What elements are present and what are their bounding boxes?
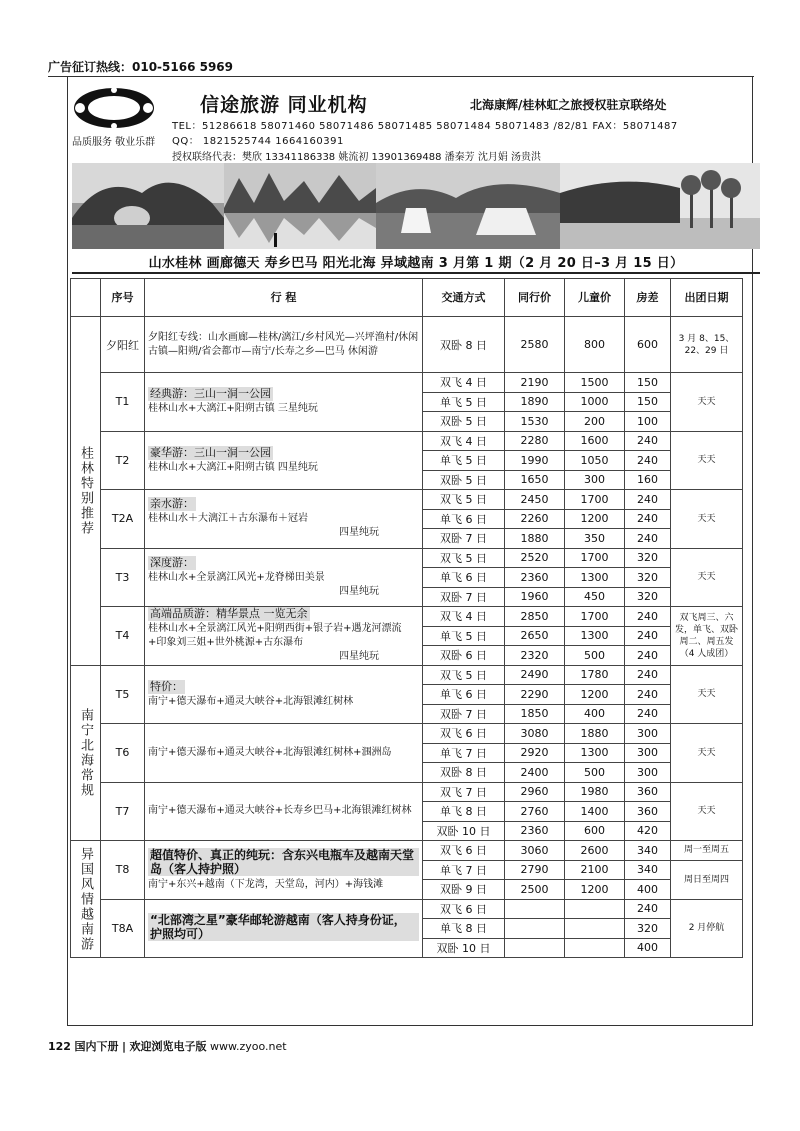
transport: 双飞 4 日	[423, 431, 505, 451]
depart-date: 天天	[671, 373, 743, 432]
footer-separator: |	[121, 1040, 126, 1053]
tour-code: T7	[101, 782, 145, 841]
peer-price: 1530	[505, 412, 565, 432]
depart-date: 2 月停航	[671, 899, 743, 958]
room-diff: 240	[625, 646, 671, 666]
qq-line: QQ： 1821525744 1664160391	[172, 136, 344, 147]
col-child-price: 儿童价	[565, 279, 625, 317]
company-logo	[72, 86, 156, 130]
representatives-line: 授权联络代表：樊欣 13341186338 姚流初 13901369488 潘秦芳 沈月娟 汤贵洪	[172, 152, 542, 163]
transport: 双飞 7 日	[423, 782, 505, 802]
depart-date: 天天	[671, 490, 743, 549]
tour-title: 特价：	[150, 679, 183, 693]
beihai-beach-photo	[560, 163, 760, 249]
tour-title: 超值特价、真正的纯玩：含东兴电瓶车及越南天堂岛（客人持护照）	[148, 848, 419, 876]
tour-code: T1	[101, 373, 145, 432]
tour-grade: 四星纯玩	[339, 527, 379, 539]
depart-date: 天天	[671, 724, 743, 783]
tour-route	[145, 841, 423, 900]
peer-price	[505, 938, 565, 958]
table-row	[71, 431, 743, 451]
room-diff: 320	[625, 568, 671, 588]
room-diff: 150	[625, 373, 671, 393]
page-footer	[48, 1038, 287, 1054]
tour-code: T8A	[101, 899, 145, 958]
peer-price: 1850	[505, 704, 565, 724]
peer-price: 2450	[505, 490, 565, 510]
tour-route	[145, 490, 423, 549]
room-diff: 240	[625, 685, 671, 705]
child-price: 1500	[565, 373, 625, 393]
tour-route-line: 南宁+德天瀑布+通灵大峡谷+北海银滩红树林+涠洲岛	[148, 746, 392, 758]
child-price	[565, 938, 625, 958]
peer-price: 1960	[505, 587, 565, 607]
cat-header	[71, 279, 101, 317]
tour-route	[145, 899, 423, 958]
child-price: 1700	[565, 607, 625, 627]
room-diff: 240	[625, 665, 671, 685]
child-price: 1400	[565, 802, 625, 822]
child-price: 450	[565, 587, 625, 607]
child-price: 1880	[565, 724, 625, 744]
table-row	[71, 899, 743, 919]
peer-price: 2360	[505, 568, 565, 588]
room-diff: 300	[625, 743, 671, 763]
peer-price: 2320	[505, 646, 565, 666]
col-seq: 序号	[101, 279, 145, 317]
peer-price: 2260	[505, 509, 565, 529]
tour-title: 高端品质游：精华景点 一览无余	[150, 607, 308, 621]
transport: 单飞 8 日	[423, 919, 505, 939]
transport: 单飞 5 日	[423, 451, 505, 471]
tour-code: 夕阳红	[101, 317, 145, 373]
category-guilin: 桂林特别推荐	[71, 317, 101, 666]
depart-date: 周一至周五	[671, 841, 743, 861]
footer-section: 国内下册	[74, 1040, 119, 1053]
transport: 单飞 6 日	[423, 568, 505, 588]
child-price: 200	[565, 412, 625, 432]
tour-title: “北部湾之星”豪华邮轮游越南（客人持身份证，护照均可）	[148, 913, 419, 941]
peer-price: 2760	[505, 802, 565, 822]
room-diff: 360	[625, 802, 671, 822]
col-transport: 交通方式	[423, 279, 505, 317]
tel-fax-line: TEL：51286618 58071460 58071486 58071485 58071484 58071483 /82/81 FAX：58071487	[172, 121, 678, 132]
child-price: 1700	[565, 490, 625, 510]
tour-grade: 四星纯玩	[339, 651, 379, 663]
peer-price: 2500	[505, 880, 565, 900]
transport: 双卧 7 日	[423, 704, 505, 724]
transport: 双飞 4 日	[423, 373, 505, 393]
company-name: 信途旅游 同业机构	[200, 94, 368, 116]
page-number: 122	[48, 1040, 71, 1053]
room-diff: 240	[625, 529, 671, 549]
tour-code: T4	[101, 607, 145, 666]
peer-price	[505, 919, 565, 939]
table-row	[71, 665, 743, 685]
peer-price: 2490	[505, 665, 565, 685]
transport: 双卧 10 日	[423, 821, 505, 841]
child-price: 1300	[565, 743, 625, 763]
room-diff: 150	[625, 392, 671, 412]
transport: 双卧 5 日	[423, 470, 505, 490]
room-diff: 240	[625, 899, 671, 919]
peer-price: 1650	[505, 470, 565, 490]
room-diff: 240	[625, 704, 671, 724]
table-row	[71, 841, 743, 861]
liaison-office: 北海康辉/桂林虹之旅授权驻京联络处	[470, 98, 667, 112]
transport: 单飞 7 日	[423, 860, 505, 880]
room-diff: 300	[625, 763, 671, 783]
transport: 双卧 7 日	[423, 587, 505, 607]
room-diff: 240	[625, 607, 671, 627]
transport: 双卧 5 日	[423, 412, 505, 432]
child-price: 400	[565, 704, 625, 724]
room-diff: 240	[625, 626, 671, 646]
peer-price: 2580	[505, 317, 565, 373]
depart-date: 天天	[671, 782, 743, 841]
tour-route	[145, 431, 423, 490]
child-price: 500	[565, 763, 625, 783]
tour-route-line: 南宁+东兴+越南（下龙湾，天堂岛，河内）+海钱滩	[148, 878, 384, 890]
table-row	[71, 317, 743, 373]
transport: 单飞 6 日	[423, 685, 505, 705]
table-header-row	[71, 279, 743, 317]
depart-date: 3 月 8、15、22、29 日	[671, 317, 743, 373]
tour-route-line: 桂林山水+大漓江+阳朔古镇 四星纯玩	[148, 461, 318, 473]
tour-code: T2	[101, 431, 145, 490]
table-row	[71, 607, 743, 627]
tour-route	[145, 782, 423, 841]
detian-waterfall-photo	[376, 163, 560, 249]
tour-price-table	[70, 278, 743, 958]
depart-date: 天天	[671, 548, 743, 607]
depart-date: 天天	[671, 431, 743, 490]
depart-date: 双飞周三、六发，单飞、双卧周二、周五发（4 人成团）	[671, 607, 743, 666]
room-diff: 300	[625, 724, 671, 744]
child-price: 800	[565, 317, 625, 373]
slogan: 品质服务 敬业乐群	[72, 137, 156, 148]
depart-date: 天天	[671, 665, 743, 724]
peer-price: 2290	[505, 685, 565, 705]
category-nanning: 南宁北海常规	[71, 665, 101, 841]
footer-url[interactable]: www.zyoo.net	[210, 1040, 287, 1053]
transport: 双卧 8 日	[423, 763, 505, 783]
tour-route	[145, 548, 423, 607]
peer-price: 1880	[505, 529, 565, 549]
peer-price: 2960	[505, 782, 565, 802]
tour-code: T3	[101, 548, 145, 607]
tour-route-line: 南宁+德天瀑布+通灵大峡谷+北海银滩红树林	[148, 695, 354, 707]
peer-price: 2790	[505, 860, 565, 880]
table-row	[71, 724, 743, 744]
child-price: 300	[565, 470, 625, 490]
room-diff: 240	[625, 451, 671, 471]
peer-price: 1990	[505, 451, 565, 471]
room-diff: 320	[625, 587, 671, 607]
transport: 双卧 8 日	[423, 317, 505, 373]
category-vietnam: 异国风情越南游	[71, 841, 101, 958]
room-diff: 600	[625, 317, 671, 373]
tour-route-line: 夕阳红专线：山水画廊—桂林/漓江/乡村风光—兴坪渔村/休闲古镇—阳朔/省会都市—南宁/长寿之乡—巴马 休闲游	[148, 331, 419, 357]
child-price: 1980	[565, 782, 625, 802]
peer-price: 3080	[505, 724, 565, 744]
col-route: 行 程	[145, 279, 423, 317]
tour-route	[145, 665, 423, 724]
room-diff: 360	[625, 782, 671, 802]
banner-rule	[72, 272, 760, 274]
issue-banner: 山水桂林 画廊德天 寿乡巴马 阳光北海 异域越南 3 月第 1 期（2 月 20 日–3 月 15 日）	[148, 256, 684, 271]
child-price: 1000	[565, 392, 625, 412]
tour-code: T6	[101, 724, 145, 783]
room-diff: 320	[625, 919, 671, 939]
transport: 双卧 7 日	[423, 529, 505, 549]
child-price: 500	[565, 646, 625, 666]
transport: 双飞 5 日	[423, 548, 505, 568]
transport: 单飞 7 日	[423, 743, 505, 763]
tour-route	[145, 317, 423, 373]
tour-grade: 四星纯玩	[339, 585, 379, 597]
transport: 双飞 4 日	[423, 607, 505, 627]
room-diff: 240	[625, 509, 671, 529]
tour-route-line: 桂林山水＋大漓江＋古东瀑布＋冠岩	[148, 513, 308, 525]
tour-route	[145, 373, 423, 432]
child-price: 1300	[565, 626, 625, 646]
peer-price: 2190	[505, 373, 565, 393]
child-price: 1300	[565, 568, 625, 588]
tour-title: 深度游：	[150, 555, 194, 569]
peer-price: 2400	[505, 763, 565, 783]
tour-title: 经典游：三山一洞一公园	[150, 387, 271, 401]
elephant-hill-photo	[72, 163, 224, 249]
tour-route	[145, 607, 423, 666]
child-price: 1780	[565, 665, 625, 685]
room-diff: 240	[625, 490, 671, 510]
transport: 双卧 9 日	[423, 880, 505, 900]
room-diff: 340	[625, 841, 671, 861]
col-peer-price: 同行价	[505, 279, 565, 317]
peer-price: 2280	[505, 431, 565, 451]
room-diff: 400	[625, 880, 671, 900]
peer-price: 3060	[505, 841, 565, 861]
child-price: 350	[565, 529, 625, 549]
depart-date: 周日至周四	[671, 860, 743, 899]
table-row	[71, 548, 743, 568]
room-diff: 100	[625, 412, 671, 432]
tour-title: 亲水游：	[150, 497, 194, 511]
child-price: 1200	[565, 509, 625, 529]
transport: 双飞 5 日	[423, 490, 505, 510]
child-price: 2600	[565, 841, 625, 861]
child-price: 1050	[565, 451, 625, 471]
child-price: 600	[565, 821, 625, 841]
room-diff: 160	[625, 470, 671, 490]
child-price: 1200	[565, 685, 625, 705]
transport: 双飞 5 日	[423, 665, 505, 685]
tour-code: T8	[101, 841, 145, 900]
transport: 双飞 6 日	[423, 899, 505, 919]
scenery-photo-strip	[72, 163, 760, 249]
child-price: 1200	[565, 880, 625, 900]
child-price	[565, 899, 625, 919]
transport: 双飞 6 日	[423, 841, 505, 861]
tour-route	[145, 724, 423, 783]
transport: 单飞 5 日	[423, 626, 505, 646]
child-price: 1700	[565, 548, 625, 568]
peer-price: 2850	[505, 607, 565, 627]
col-room-diff: 房差	[625, 279, 671, 317]
transport: 双飞 6 日	[423, 724, 505, 744]
transport: 单飞 5 日	[423, 392, 505, 412]
room-diff: 320	[625, 548, 671, 568]
tour-title: 豪华游：三山一洞一公园	[150, 445, 271, 459]
tour-code: T2A	[101, 490, 145, 549]
child-price	[565, 919, 625, 939]
transport: 双卧 10 日	[423, 938, 505, 958]
ad-hotline: 广告征订热线：010-5166 5969	[48, 60, 234, 74]
transport: 双卧 6 日	[423, 646, 505, 666]
table-row	[71, 782, 743, 802]
peer-price: 2920	[505, 743, 565, 763]
room-diff: 420	[625, 821, 671, 841]
tour-route-line: 南宁+德天瀑布+通灵大峡谷+长寿乡巴马+北海银滩红树林	[148, 805, 412, 817]
footer-text: 欢迎浏览电子版	[129, 1040, 207, 1053]
tour-code: T5	[101, 665, 145, 724]
peer-price: 1890	[505, 392, 565, 412]
transport: 单飞 6 日	[423, 509, 505, 529]
col-depart-date: 出团日期	[671, 279, 743, 317]
peer-price	[505, 899, 565, 919]
child-price: 2100	[565, 860, 625, 880]
room-diff: 340	[625, 860, 671, 880]
table-row	[71, 490, 743, 510]
table-row	[71, 373, 743, 393]
tour-route-line: 桂林山水+全景漓江风光+阳朔西街+银子岩+遇龙河漂流+印象刘三姐+世外桃源+古东瀑布	[148, 623, 402, 649]
tour-route-line: 桂林山水+大漓江+阳朔古镇 三星纯玩	[148, 403, 318, 415]
tour-route-line: 桂林山水+全景漓江风光+龙脊梯田美景	[148, 571, 325, 583]
child-price: 1600	[565, 431, 625, 451]
room-diff: 400	[625, 938, 671, 958]
peer-price: 2360	[505, 821, 565, 841]
peer-price: 2520	[505, 548, 565, 568]
peer-price: 2650	[505, 626, 565, 646]
transport: 单飞 8 日	[423, 802, 505, 822]
li-river-photo	[224, 163, 376, 249]
room-diff: 240	[625, 431, 671, 451]
